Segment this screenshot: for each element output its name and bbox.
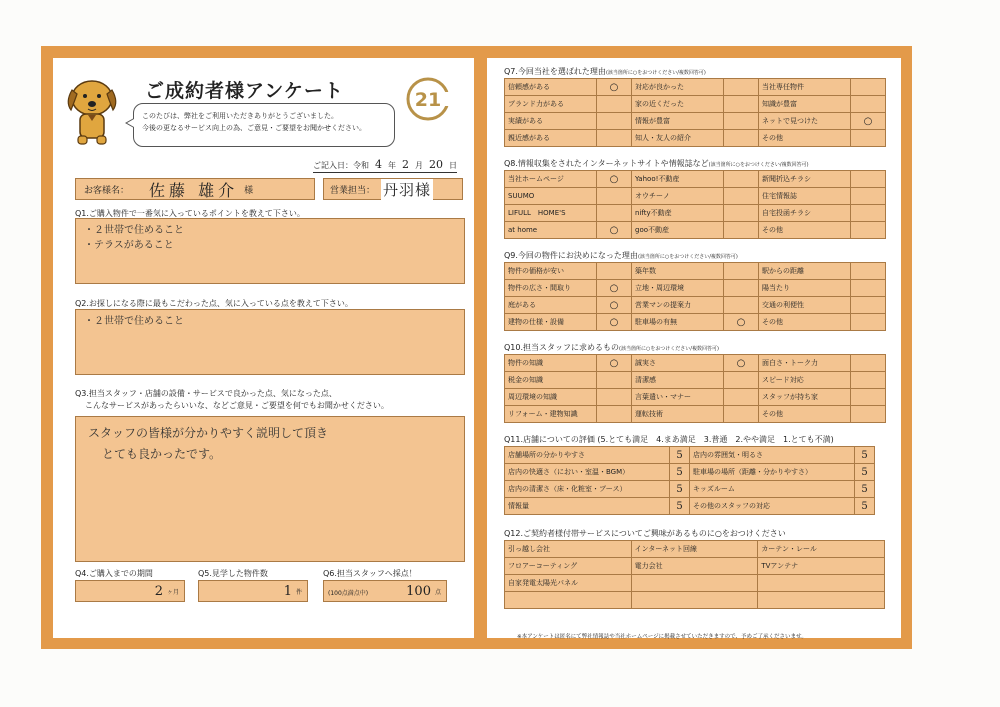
greeting-bubble [133, 103, 395, 147]
q10-option-label: 物件の知識 [505, 355, 597, 372]
q4-value: 2 [154, 583, 163, 599]
q9-option-mark [851, 280, 886, 297]
q11-option-label: キッズルーム [690, 481, 855, 498]
q11-option-label: 駐車場の場所（距離・分かりやすさ） [690, 464, 855, 481]
q10-option-label: 周辺環境の知識 [505, 389, 597, 406]
q7-row [505, 96, 886, 113]
q7-row [505, 113, 886, 130]
year-unit: 年 [388, 161, 396, 170]
q7-option-label: その他 [759, 130, 851, 147]
q10-label [504, 342, 719, 353]
q10-option-label: 誠実さ [632, 355, 724, 372]
q8-option-label: 自宅投函チラシ [759, 205, 851, 222]
q10-table [504, 354, 886, 423]
q3-label-line: こんなサービスがあったらいいな、などご意見・ご要望を何でもお聞かせください。 [85, 401, 389, 410]
q9-option-mark [851, 314, 886, 331]
fill-date-label: ご記入日：令和 [313, 161, 369, 170]
q8-label [504, 158, 809, 169]
q8-option-mark [597, 188, 632, 205]
q9-option-mark [724, 280, 759, 297]
q11-option-mark: 5 [670, 498, 690, 515]
q10-title: Q10.担当スタッフに求めるもの [504, 343, 620, 352]
q7-option-mark [851, 79, 886, 96]
q7-option-label: 実績がある [505, 113, 597, 130]
customer-name-value: 佐藤 雄介 [149, 180, 239, 200]
q10-option-mark: ○ [724, 355, 759, 372]
q2-label: Q2.お探しになる際に最もこだわった点、気に入っている点を教えて下さい。 [75, 299, 353, 308]
q12-row [505, 592, 885, 609]
answer-line: ・テラスがあること [84, 240, 174, 251]
q7-option-mark [597, 113, 632, 130]
customer-name-field [75, 178, 315, 200]
q7-option-mark [851, 96, 886, 113]
q10-option-mark [724, 406, 759, 423]
q8-option-label: 住宅情報誌 [759, 188, 851, 205]
q10-option-label: リフォーム・建物知識 [505, 406, 597, 423]
q12-option: TVアンテナ [758, 558, 885, 575]
q10-option-mark: ○ [597, 355, 632, 372]
footnote: ※本アンケートは匿名にて弊社情報誌や当社ホームページに掲載させていただきますので、予めご了承くださいませ。 [517, 634, 807, 640]
q11-option-mark: 5 [670, 464, 690, 481]
q11-label: Q11.店舗についての評価 (5.とても満足 4.まあ満足 3.普通 2.やや満足 1.とても不満) [504, 435, 834, 444]
greeting-line: このたびは、弊社をご利用いただきありがとうございました。 [142, 112, 338, 120]
q10-option-label: 税金の知識 [505, 372, 597, 389]
fill-date [313, 158, 457, 171]
q12-row [505, 558, 885, 575]
q12-row [505, 541, 885, 558]
q7-option-label: 当社専任物件 [759, 79, 851, 96]
answer-line: とても良かったです。 [102, 447, 222, 461]
sales-staff-label: 営業担当： [330, 185, 376, 196]
q11-row [505, 447, 875, 464]
page-title: ご成約者様アンケート [145, 80, 344, 102]
q6-value: 100 [406, 583, 431, 599]
q11-option-mark: 5 [670, 447, 690, 464]
q10-option-label: 言葉遣い・マナー [632, 389, 724, 406]
q12-option: フロアーコーティング [505, 558, 632, 575]
q9-table [504, 262, 886, 331]
q10-option-mark [597, 372, 632, 389]
fill-date-day: 20 [429, 158, 443, 171]
q5-answer [198, 580, 308, 602]
q9-option-label: 築年数 [632, 263, 724, 280]
q9-option-label: その他 [759, 314, 851, 331]
q7-option-mark [724, 113, 759, 130]
q12-option: インターネット回線 [631, 541, 758, 558]
q3-answer [75, 416, 465, 562]
q12-option: 自家発電太陽光パネル [505, 575, 632, 592]
q10-option-mark [851, 372, 886, 389]
q9-option-label: 駅からの距離 [759, 263, 851, 280]
q8-option-label: LIFULL HOME'S [505, 205, 597, 222]
q10-option-mark [597, 406, 632, 423]
q8-option-mark [851, 171, 886, 188]
q8-option-mark [724, 222, 759, 239]
q9-option-mark [597, 263, 632, 280]
q10-option-mark [597, 389, 632, 406]
q9-option-label: 駐車場の有無 [632, 314, 724, 331]
q9-option-mark [851, 263, 886, 280]
q6-unit: 点 [434, 588, 441, 596]
q6-label: Q6.担当スタッフへ採点！ [323, 569, 417, 578]
sales-staff-field [323, 178, 463, 200]
q8-option-mark [724, 205, 759, 222]
q1-label: Q1.ご購入物件で一番気に入っているポイントを教えて下さい。 [75, 209, 305, 218]
customer-name-label: お客様名： [84, 185, 130, 196]
q3-label [75, 388, 389, 412]
q8-title: Q8.情報収集をされたインターネットサイトや情報誌など [504, 159, 709, 168]
q8-option-mark [851, 205, 886, 222]
q7-option-label: 対応が良かった [632, 79, 724, 96]
q7-option-label: ブランド力がある [505, 96, 597, 113]
fill-date-year: 4 [375, 158, 382, 171]
q8-option-mark [724, 188, 759, 205]
q10-option-label: 清潔感 [632, 372, 724, 389]
q9-option-label: 交通の利便性 [759, 297, 851, 314]
month-unit: 月 [415, 161, 423, 170]
survey-sheet [41, 46, 912, 649]
q7-option-label: 親近感がある [505, 130, 597, 147]
q10-row [505, 406, 886, 423]
q7-option-mark [597, 96, 632, 113]
q7-option-mark: ○ [851, 113, 886, 130]
q10-row [505, 389, 886, 406]
answer-line: ・２世帯で住めること [84, 316, 184, 327]
q7-option-label: 情報が豊富 [632, 113, 724, 130]
fill-date-month: 2 [402, 158, 409, 171]
q7-row [505, 79, 886, 96]
q10-option-mark [851, 355, 886, 372]
q9-option-mark: ○ [597, 280, 632, 297]
q11-row [505, 464, 875, 481]
q11-option-label: 店内の清潔さ（床・化粧室・ブース） [505, 481, 670, 498]
q7-option-mark [724, 96, 759, 113]
q4-label: Q4.ご購入までの期間 [75, 569, 153, 578]
q8-option-label: Yahoo!不動産 [632, 171, 724, 188]
q9-option-label: 立地・周辺環境 [632, 280, 724, 297]
q10-option-label: 面白さ・トーク力 [759, 355, 851, 372]
q9-option-mark [724, 263, 759, 280]
q9-option-mark: ○ [597, 314, 632, 331]
q6-prefix: (100点満点中) [328, 590, 369, 597]
q7-option-label: 家の近くだった [632, 96, 724, 113]
q11-option-label: その他のスタッフの対応 [690, 498, 855, 515]
q9-row [505, 263, 886, 280]
q8-option-label: その他 [759, 222, 851, 239]
q10-note: (該当箇所に○をおつけください/複数回答可) [619, 346, 719, 352]
q9-option-mark [851, 297, 886, 314]
q8-option-label: 新聞折込チラシ [759, 171, 851, 188]
q8-option-mark: ○ [597, 222, 632, 239]
q12-option [631, 592, 758, 609]
q10-option-label: スピード対応 [759, 372, 851, 389]
q8-option-label: nifty不動産 [632, 205, 724, 222]
q8-row [505, 171, 886, 188]
q9-option-label: 建物の仕様・設備 [505, 314, 597, 331]
q9-option-mark: ○ [724, 314, 759, 331]
q7-option-label: 知識が豊富 [759, 96, 851, 113]
q8-option-label: at home [505, 222, 597, 239]
q7-option-mark [597, 130, 632, 147]
greeting-line: 今後の更なるサービス向上の為、ご意見・ご要望をお聞かせください。 [142, 124, 366, 133]
q12-option [631, 575, 758, 592]
q7-option-mark [724, 130, 759, 147]
q11-option-mark: 5 [855, 481, 875, 498]
left-panel [53, 58, 474, 638]
q7-option-label: ネットで見つけた [759, 113, 851, 130]
q7-table [504, 78, 886, 147]
q8-row [505, 188, 886, 205]
q10-option-mark [851, 389, 886, 406]
q8-table [504, 170, 886, 239]
q11-option-mark: 5 [855, 464, 875, 481]
q9-label [504, 250, 738, 261]
q5-label: Q5.見学した物件数 [198, 569, 268, 578]
q9-option-label: 営業マンの提案力 [632, 297, 724, 314]
q6-answer [323, 580, 447, 602]
q12-option [758, 575, 885, 592]
q9-option-label: 陽当たり [759, 280, 851, 297]
q12-option: 引っ越し会社 [505, 541, 632, 558]
q11-option-label: 店舗場所の分かりやすさ [505, 447, 670, 464]
q10-option-label: その他 [759, 406, 851, 423]
q10-option-mark [724, 389, 759, 406]
q8-option-label: 当社ホームページ [505, 171, 597, 188]
q11-option-mark: 5 [670, 481, 690, 498]
q9-row [505, 314, 886, 331]
q3-label-line: Q3.担当スタッフ・店舗の設備・サービスで良かった点、気になった点、 [75, 389, 337, 398]
q11-table [504, 446, 875, 515]
q2-answer [75, 309, 465, 375]
customer-name-suffix: 様 [244, 185, 254, 196]
q7-option-mark: ○ [597, 79, 632, 96]
q9-note: (該当箇所に○をおつけください/複数回答可) [637, 254, 738, 260]
q9-option-label: 庭がある [505, 297, 597, 314]
answer-line: スタッフの皆様が分かりやすく説明して頂き [88, 426, 329, 440]
q8-option-mark [724, 171, 759, 188]
q7-label [504, 66, 706, 77]
q10-row [505, 355, 886, 372]
right-panel [487, 58, 901, 638]
sales-staff-value: 丹羽様 [383, 180, 432, 199]
q1-answer [75, 218, 465, 284]
q11-row [505, 481, 875, 498]
day-unit: 日 [449, 161, 457, 170]
q7-option-label: 信頼感がある [505, 79, 597, 96]
answer-line: ・２世帯で住めること [84, 225, 184, 236]
q8-option-label: goo不動産 [632, 222, 724, 239]
q7-note: (該当箇所に○をおつけください/複数回答可) [605, 70, 706, 76]
q12-option: カーテン・レール [758, 541, 885, 558]
q8-option-mark [597, 205, 632, 222]
q11-option-label: 情報量 [505, 498, 670, 515]
q12-label: Q12.ご契約者様付帯サービスについてご興味があるものに○をおつけください [504, 529, 786, 538]
q7-title: Q7.今回当社を選ばれた理由 [504, 67, 606, 76]
q9-row [505, 280, 886, 297]
q8-option-mark [851, 222, 886, 239]
q12-option [758, 592, 885, 609]
q11-option-label: 店内の雰囲気・明るさ [690, 447, 855, 464]
q4-answer [75, 580, 185, 602]
q10-row [505, 372, 886, 389]
q9-title: Q9.今回の物件にお決めになった理由 [504, 251, 638, 260]
q11-option-label: 店内の快適さ（におい・室温・BGM） [505, 464, 670, 481]
q12-row [505, 575, 885, 592]
q8-row [505, 222, 886, 239]
q5-unit: 件 [295, 588, 302, 596]
q7-option-mark [724, 79, 759, 96]
q10-option-mark [851, 406, 886, 423]
q4-unit: ヶ月 [166, 588, 179, 596]
q7-option-mark [851, 130, 886, 147]
q8-option-label: SUUMO [505, 188, 597, 205]
q8-option-label: オウチーノ [632, 188, 724, 205]
q7-row [505, 130, 886, 147]
q9-option-label: 物件の価格が安い [505, 263, 597, 280]
q12-table [504, 540, 885, 609]
q10-option-label: スタッフが持ち家 [759, 389, 851, 406]
q11-row [505, 498, 875, 515]
q12-option [505, 592, 632, 609]
century21-logo-icon [403, 74, 453, 124]
q11-option-mark: 5 [855, 498, 875, 515]
q11-option-mark: 5 [855, 447, 875, 464]
q10-option-label: 運転技術 [632, 406, 724, 423]
q9-option-label: 物件の広さ・間取り [505, 280, 597, 297]
q5-value: 1 [283, 583, 292, 599]
q9-option-mark [724, 297, 759, 314]
q12-option: 電力会社 [631, 558, 758, 575]
q8-note: (該当箇所に○をおつけください/複数回答可) [708, 162, 809, 168]
q8-option-mark: ○ [597, 171, 632, 188]
q10-option-mark [724, 372, 759, 389]
q9-option-mark: ○ [597, 297, 632, 314]
dog-mascot-icon [61, 72, 123, 146]
q7-option-label: 知人・友人の紹介 [632, 130, 724, 147]
logo-text: 21 [414, 89, 442, 111]
q9-row [505, 297, 886, 314]
q8-option-mark [851, 188, 886, 205]
q8-row [505, 205, 886, 222]
